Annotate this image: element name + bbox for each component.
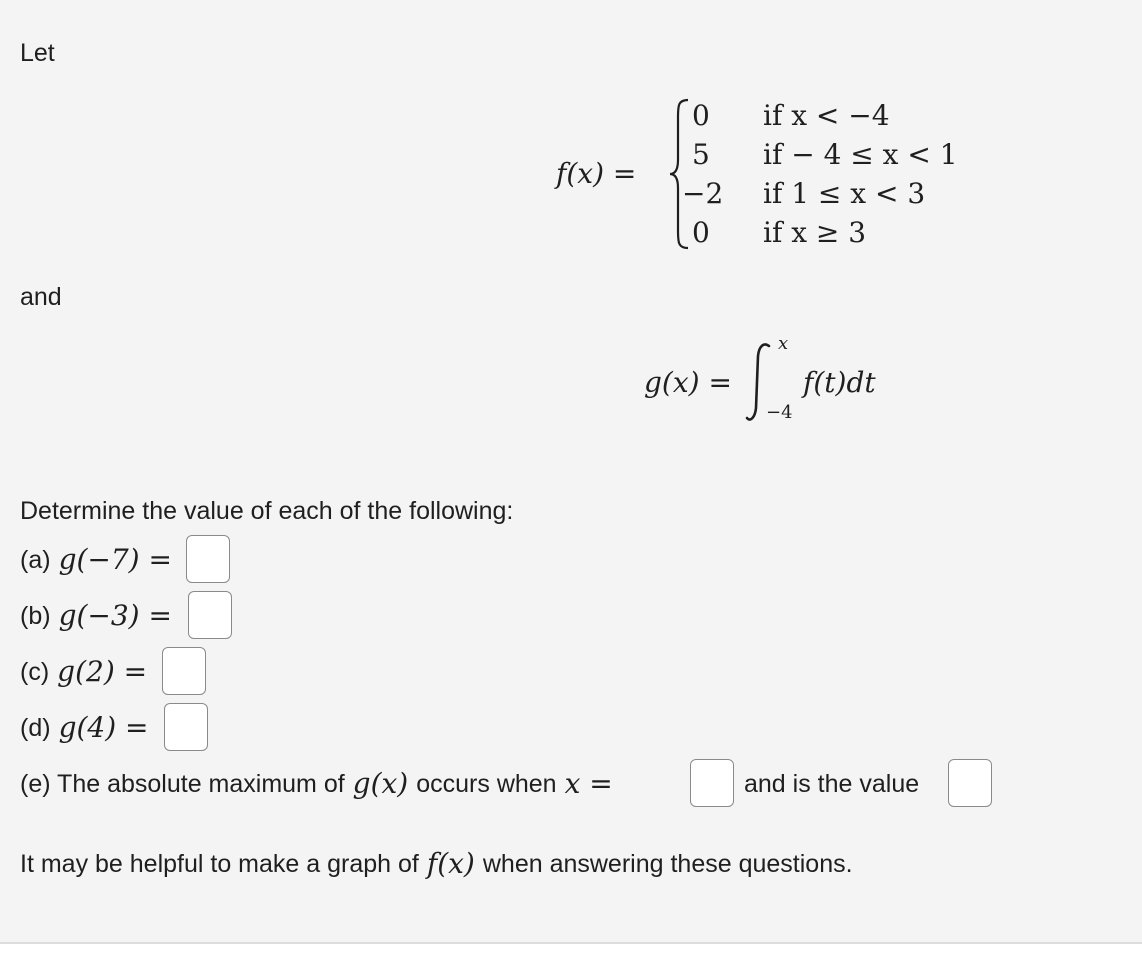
question-e-middle: occurs when: [416, 770, 557, 798]
question-c: [20, 657, 147, 687]
question-d-expr: g(4) =: [58, 711, 149, 744]
f-case-condition-1: if x < −4: [763, 99, 890, 132]
f-lhs: f(x) =: [556, 157, 637, 190]
answer-e-x-input[interactable]: [690, 759, 734, 807]
f-case-value-2: 5: [692, 138, 710, 171]
question-c-label: (c): [20, 658, 50, 686]
integral-upper-limit: x: [778, 333, 789, 354]
answer-d-input[interactable]: [164, 703, 208, 751]
answer-a-input[interactable]: [186, 535, 230, 583]
question-b: [20, 601, 172, 631]
hint-before: It may be helpful to make a graph of: [20, 850, 419, 878]
question-a-label: (a): [20, 546, 51, 574]
f-case-condition-4: if x ≥ 3: [763, 216, 867, 249]
question-b-expr: g(−3) =: [58, 599, 172, 632]
question-b-label: (b): [20, 602, 51, 630]
hint-expr: f(x): [426, 847, 475, 880]
question-e-tail: and is the value: [744, 770, 920, 798]
question-d-label: (d): [20, 714, 51, 742]
answer-e-value-input[interactable]: [948, 759, 992, 807]
question-e-label: (e) The absolute maximum of: [20, 770, 345, 798]
f-case-condition-2: if − 4 ≤ x < 1: [763, 138, 958, 171]
question-e-g-expr: g(x): [352, 767, 409, 800]
integrand: f(t)dt: [803, 366, 876, 399]
question-d: [20, 713, 149, 743]
f-case-value-3: −2: [682, 177, 724, 210]
f-case-condition-3: if 1 ≤ x < 3: [763, 177, 926, 210]
answer-c-input[interactable]: [162, 647, 206, 695]
f-case-value-4: 0: [692, 216, 710, 249]
hint-after: when answering these questions.: [482, 850, 853, 878]
question-c-expr: g(2) =: [57, 655, 148, 688]
question-e: [20, 769, 613, 799]
left-brace-icon: [668, 98, 690, 250]
questions-prompt: Determine the value of each of the following:: [20, 497, 514, 525]
question-a: [20, 545, 172, 575]
question-a-expr: g(−7) =: [58, 543, 172, 576]
integral-lower-limit: −4: [766, 402, 793, 423]
g-lhs: g(x) =: [644, 366, 732, 399]
and-label: and: [20, 283, 62, 311]
f-case-value-1: 0: [692, 99, 710, 132]
let-label: Let: [20, 39, 55, 67]
hint: [20, 849, 853, 879]
answer-b-input[interactable]: [188, 591, 232, 639]
question-e-x-expr: x =: [564, 767, 613, 800]
